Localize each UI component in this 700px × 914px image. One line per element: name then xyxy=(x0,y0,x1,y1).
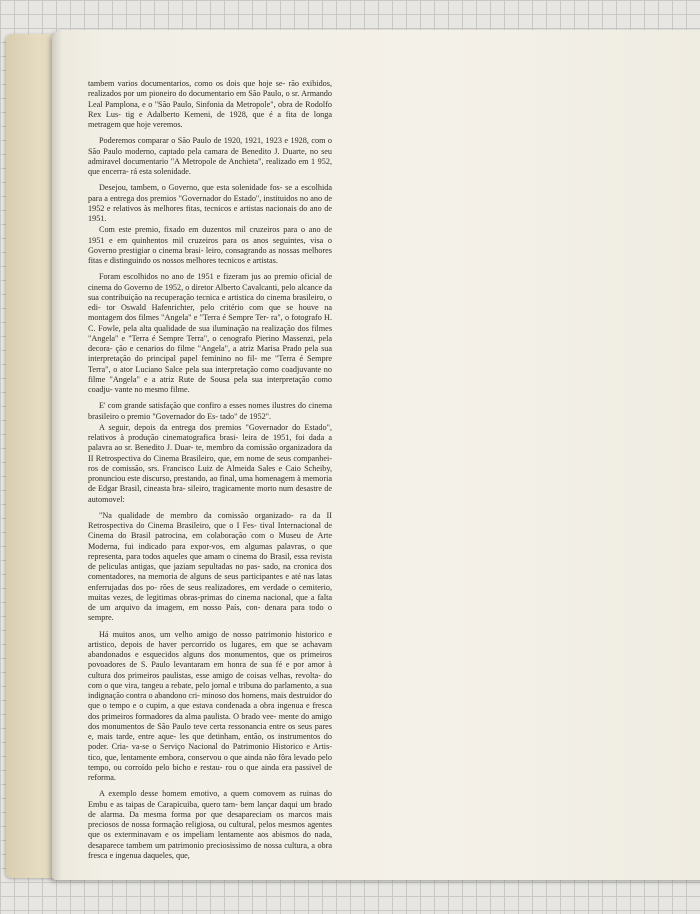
paragraph-1: tambem varios documentarios, como os dois que hoje se- rão exibidos, realizados por um pioneiro do documentario em São Paulo, o sr. Armando Leal Pamplona, e o "São Paulo, Sinfonia da Metropole", obra de Rodolfo Rex Lus- tig e Adalberto Kemeni, de 1928, que é a fita de longa metragem que hoje veremos. xyxy=(88,79,332,129)
page-fold-shadow xyxy=(52,30,62,880)
paragraph-9: Há muitos anos, um velho amigo de nosso patrimonio historico e artistico, depois de haver percorrido os lugares, em que se achavam abandonados e esquecidos alguns dos monumentos, que os primeiros povoadores de S. Paulo levantaram em honra de sua fé e por amor à cultura dos primeiros paulistas, esse amigo de coisas velhas, revolta- do com o que vira, tangeu a rebate, pelo jornal e tribuna do parlamento, a sua indignação contra o abandono cri- minoso dos homens, mais destruidor do que o tempo e o cupim, a que estava condenada a obra ingenua e fresca dos primeiros formadores da alma paulista. O brado vee- mente do amigo dos monumentos de São Paulo teve certa ressonancia entre os seus pares e, mais tarde, entre aque- les que detinham, então, os instrumentos do poder. Cria- va-se o Serviço Nacional do Patrimonio Historico e Artis- tico, que, lentamente embora, conservou o que ainda não fôra levado pelo tempo, ou corroído pelo bicho e restau- rou o que ainda era passivel de reforma. xyxy=(88,629,332,782)
paragraph-3: Desejou, tambem, o Governo, que esta solenidade fos- se a escolhida para a entrega dos premios "Governador do Estado", instituidos no ano de 1952 e relativos às melhores fitas, tecnicos e artistas nacionais do ano de 1951. xyxy=(88,183,332,223)
paragraph-6: E' com grande satisfação que confiro a esses nomes ilustres do cinema brasileiro o premio "Governador do Es- tado" de 1952". xyxy=(88,401,332,421)
paragraph-5: Foram escolhidos no ano de 1951 e fizeram jus ao premio oficial de cinema do Governo de 1952, o diretor Alberto Cavalcanti, pelo alcance da sua contribuição na recuperação tecnica e artistica do cinema brasileiro, o edi- tor Oswald Hafenrichter, pelo critério com que se houve na montagem dos filmes "Angela" e "Terra é Sempre Ter- ra", o fotografo H. C. Fowle, pela alta qualidade de sua iluminação na realização dos filmes "Angela" e "Terra é Sempre Terra", o cenografo Pierino Massenzi, pela decora- ção e cenarios do filme "Angela", a atriz Marisa Prado pela sua interpretação do principal papel feminino no fil- me "Terra é Sempre Terra", o ator Luciano Salce pela sua interpretação como coadjuvante no filme "Angela" e a atriz Rute de Sousa pela sua interpretação como coadju- vante no mesmo filme. xyxy=(88,272,332,394)
paragraph-4: Com este premio, fixado em duzentos mil cruzeiros para o ano de 1951 e em quinhentos mil cruzeiros para os anos seguintes, visa o Governo prestigiar o cinema brasi- leiro, consagrando as nossas melhores fitas e distinguindo os nossos melhores tecnicos e artistas. xyxy=(88,225,332,265)
paragraph-2: Poderemos comparar o São Paulo de 1920, 1921, 1923 e 1928, com o São Paulo moderno, captado pela camara de Benedito J. Duarte, no seu admiravel documentario "A Metropole de Anchieta", realizado em 1 952, que encerra- rá esta solenidade. xyxy=(88,136,332,176)
paragraph-10: A exemplo desse homem emotivo, a quem comovem as ruinas do Embu e as taipas de Carapicuiba, quero tam- bem lançar daqui um brado de alarma. Da mesma forma por que desapareciam os marcos mais preciosos de nossa formação religiosa, ou cultural, pelos mesmos agentes que os exterminavam e os impeliam lentamente aos abismos do nada, desaparece tambem um patrimonio preciosissimo de nossa cultura, a obra fresca e ingenua daqueles, que, xyxy=(88,789,332,860)
text-column xyxy=(88,79,332,867)
paragraph-8-quote: "Na qualidade de membro da comissão organizado- ra da II Retrospectiva do Cinema Brasileiro, que o I Fes- tival Internacional de Cinema do Brasil patrocina, em colaboração com o Museu de Arte Moderna, fui indicado para expor-vos, em algumas palavras, o que representa, para todos aqueles que amam o cinema do Brasil, essa revista de peliculas antigas, que jaziam sepultadas no pas- sado, na cronica dos comentadores, na memoria de alguns de seus participantes e até nas latas enferrujadas dos po- rões de seus realizadores, em verdade o cemiterio, muitas vezes, de legitimas obras-primas do cinema nacional, que a falta de um arquivo da imagem, em nosso País, con- denara para todo o sempre. xyxy=(88,510,332,623)
paragraph-7: A seguir, depois da entrega dos premios "Governador do Estado", relativos à produção cinematografica brasi- leira de 1951, foi dada a palavra ao sr. Benedito J. Duar- te, membro da comissão organizadora da II Retrospectiva do Cinema Brasileiro, que, em nome de seus companhei- ros de comissão, srs. Francisco Luiz de Almeida Sales e Caio Scheiby, pronunciou este discurso, prestando, ao final, uma homenagem à memoria de Edgar Brasil, cineasta bra- sileiro, tragicamente morto num desastre de automovel: xyxy=(88,422,332,504)
